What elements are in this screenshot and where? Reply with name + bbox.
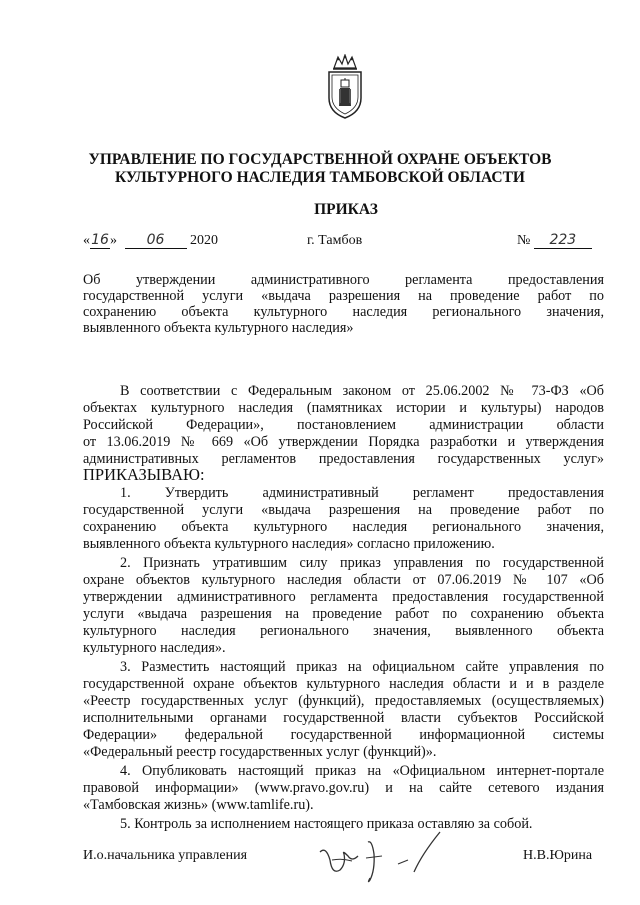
item-2-line: утверждении административного регламента предоставления государственной xyxy=(83,589,604,605)
item-1-line: сохранению объекта культурного наследия регионального значения, xyxy=(83,519,604,535)
item-3-line: исполнительными органами государственной власти субъектов Российской xyxy=(83,710,604,726)
signatory-name: Н.В.Юрина xyxy=(523,848,593,863)
document-city: г. Тамбов xyxy=(307,233,363,248)
document-date xyxy=(83,233,218,249)
item-2-line: услуги «выдача разрешения на проведение работ по сохранению объекта xyxy=(83,606,604,622)
date-open-quote: « xyxy=(83,233,90,248)
handwritten-signature xyxy=(312,820,452,890)
item-3-line: «Реестр государственных услуг (функций), предоставляемых (осуществляемых) xyxy=(83,693,604,709)
organization-name-line: УПРАВЛЕНИЕ ПО ГОСУДАРСТВЕННОЙ ОХРАНЕ ОБЪЕКТОВ xyxy=(88,151,552,168)
item-4-line: «Тамбовская жизнь» (www.tamlife.ru). xyxy=(83,797,314,813)
item-4-line: 4. Опубликовать настоящий приказ на «Официальном интернет-портале xyxy=(120,763,604,779)
preamble-line: объектах культурного наследия (памятниках истории и культуры) народов xyxy=(83,400,604,416)
document-number-value: 223 xyxy=(534,233,592,249)
item-2-line: охране объектов культурного наследия области от 07.06.2019 № 107 «Об xyxy=(83,572,604,588)
date-day: 16 xyxy=(91,232,109,248)
preamble-line: административных регламентов предоставления государственных услуг» xyxy=(83,451,604,467)
coat-of-arms-emblem xyxy=(325,54,365,120)
document-type-title: ПРИКАЗ xyxy=(314,201,378,218)
item-3-line: 3. Разместить настоящий приказ на официальном сайте управления по xyxy=(120,659,604,675)
date-month: 06 xyxy=(125,233,187,249)
item-1-line: государственной услуги «выдача разрешения на проведение работ по xyxy=(83,502,604,518)
item-3-line: государственной охране объектов культурного наследия области и и в разделе xyxy=(83,676,604,692)
organization-name xyxy=(0,151,640,187)
item-5-line: 5. Контроль за исполнением настоящего приказа оставляю за собой. xyxy=(120,816,533,832)
order-word: ПРИКАЗЫВАЮ: xyxy=(83,465,205,484)
item-2-line: культурного наследия регионального значения, выявленного объекта xyxy=(83,623,604,639)
document-number-prefix: № xyxy=(517,233,531,248)
document-number xyxy=(517,233,592,249)
item-2-line: 2. Признать утратившим силу приказ управления по государственной xyxy=(120,555,604,571)
signatory-position: И.о.начальника управления xyxy=(83,848,248,863)
item-4-line: правовой информации» (www.pravo.gov.ru) и на сайте сетевого издания xyxy=(83,780,604,796)
item-3-line: Федерации» федеральной государственной информационной системы xyxy=(83,727,604,743)
date-year: 2020 xyxy=(190,233,218,248)
title-line: Об утверждении административного регламента предоставления xyxy=(83,272,604,288)
title-line: выявленного объекта культурного наследия» xyxy=(83,320,354,336)
title-line: государственной услуги «выдача разрешения на проведение работ по xyxy=(83,288,604,304)
organization-name-line: КУЛЬТУРНОГО НАСЛЕДИЯ ТАМБОВСКОЙ ОБЛАСТИ xyxy=(115,169,525,186)
item-3-line: «Федеральный реестр государственных услуг (функций)». xyxy=(83,744,437,760)
date-close-quote: » xyxy=(110,233,117,248)
preamble-line: Российской Федерации», постановлением администрации области xyxy=(83,417,604,433)
preamble-line: от 13.06.2019 № 669 «Об утверждении Порядка разработки и утверждения xyxy=(83,434,604,450)
preamble-line: В соответствии с Федеральным законом от 25.06.2002 № 73-ФЗ «Об xyxy=(120,383,604,399)
item-1-line: выявленного объекта культурного наследия» согласно приложению. xyxy=(83,536,495,552)
title-line: сохранению объекта культурного наследия регионального значения, xyxy=(83,304,604,320)
item-1-line: 1. Утвердить административный регламент предоставления xyxy=(120,485,604,501)
item-2-line: культурного наследия». xyxy=(83,640,226,656)
